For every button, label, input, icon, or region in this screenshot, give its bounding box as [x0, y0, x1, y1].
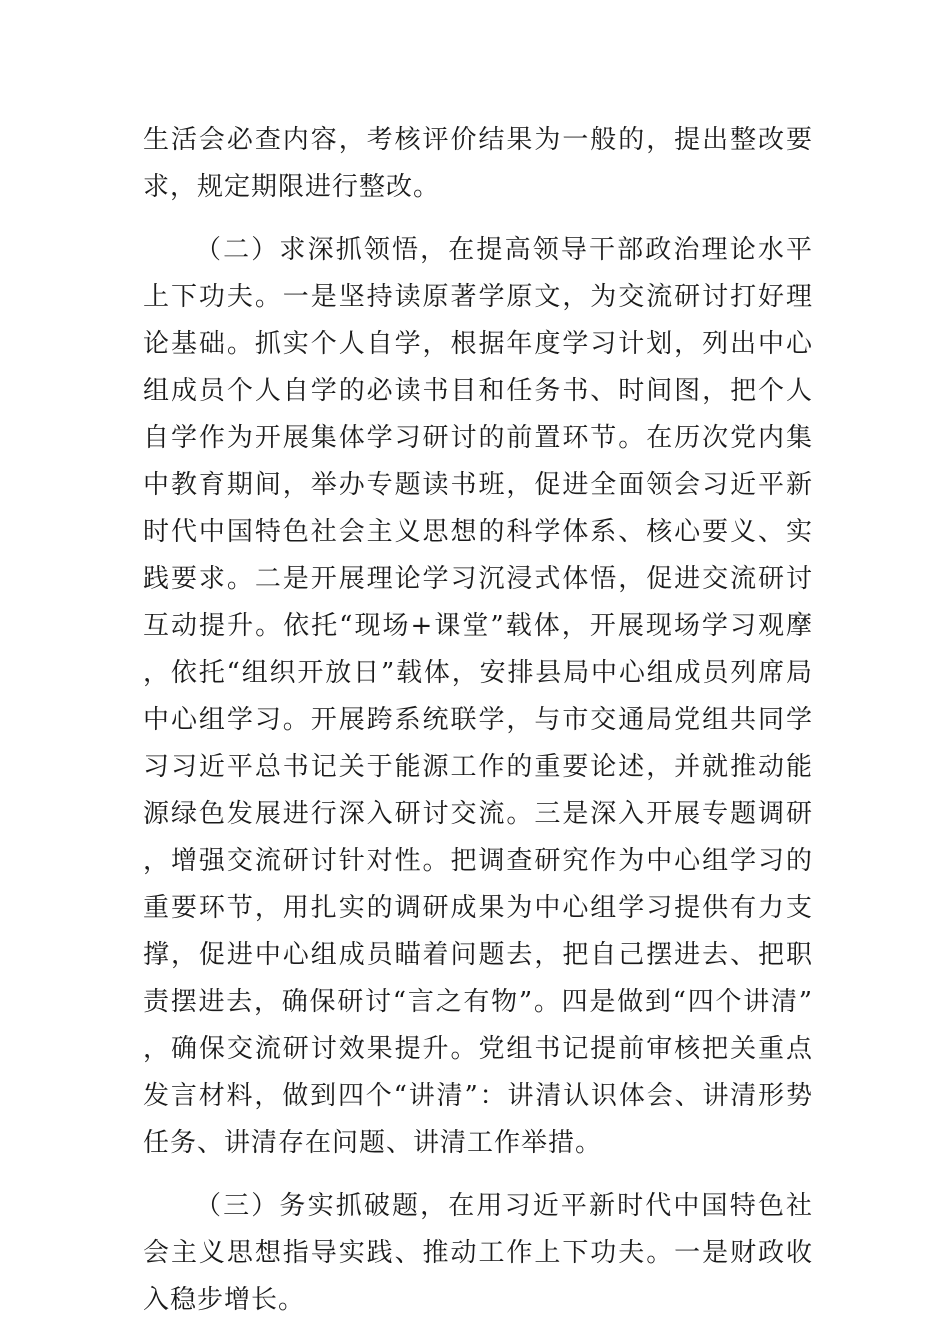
paragraph-section-three: （三）务实抓破题，在用习近平新时代中国特色社会主义思想指导实践、推动工作上下功夫。一是财政收入稳步增长。: [143, 1191, 813, 1315]
paragraph-continuation: 生活会必查内容，考核评价结果为一般的，提出整改要求，规定期限进行整改。: [143, 125, 813, 202]
paragraph-section-two: （二）求深抓领悟，在提高领导干部政治理论水平上下功夫。一是坚持读原著学原文，为交流研讨打好理论基础。抓实个人自学，根据年度学习计划，列出中心组成员个人自学的必读书目和任务书、时间图，把个人自学作为开展集体学习研讨的前置环节。在历次党内集中教育期间，举办专题读书班，促进全面领会习近平新时代中国特色社会主义思想的科学体系、核心要义、实践要求。二是开展理论学习沉浸式体悟，促进交流研讨互动提升。依托“现场+课堂”载体，开展现场学习观摩，依托“组织开放日”载体，安排县局中心组成员列席局中心组学习。开展跨系统联学，与市交通局党组共同学习习近平总书记关于能源工作的重要论述，并就推动能源绿色发展进行深入研讨交流。三是深入开展专题调研，增强交流研讨针对性。把调查研究作为中心组学习的重要环节，用扎实的调研成果为中心组学习提供有力支撑，促进中心组成员瞄着问题去，把自己摆进去、把职责摆进去，确保研讨“言之有物”。四是做到“四个讲清”，确保交流研讨效果提升。党组书记提前审核把关重点发言材料，做到四个“讲清”：讲清认识体会、讲清形势任务、讲清存在问题、讲清工作举措。: [143, 235, 813, 1158]
document-body: [143, 117, 813, 1324]
